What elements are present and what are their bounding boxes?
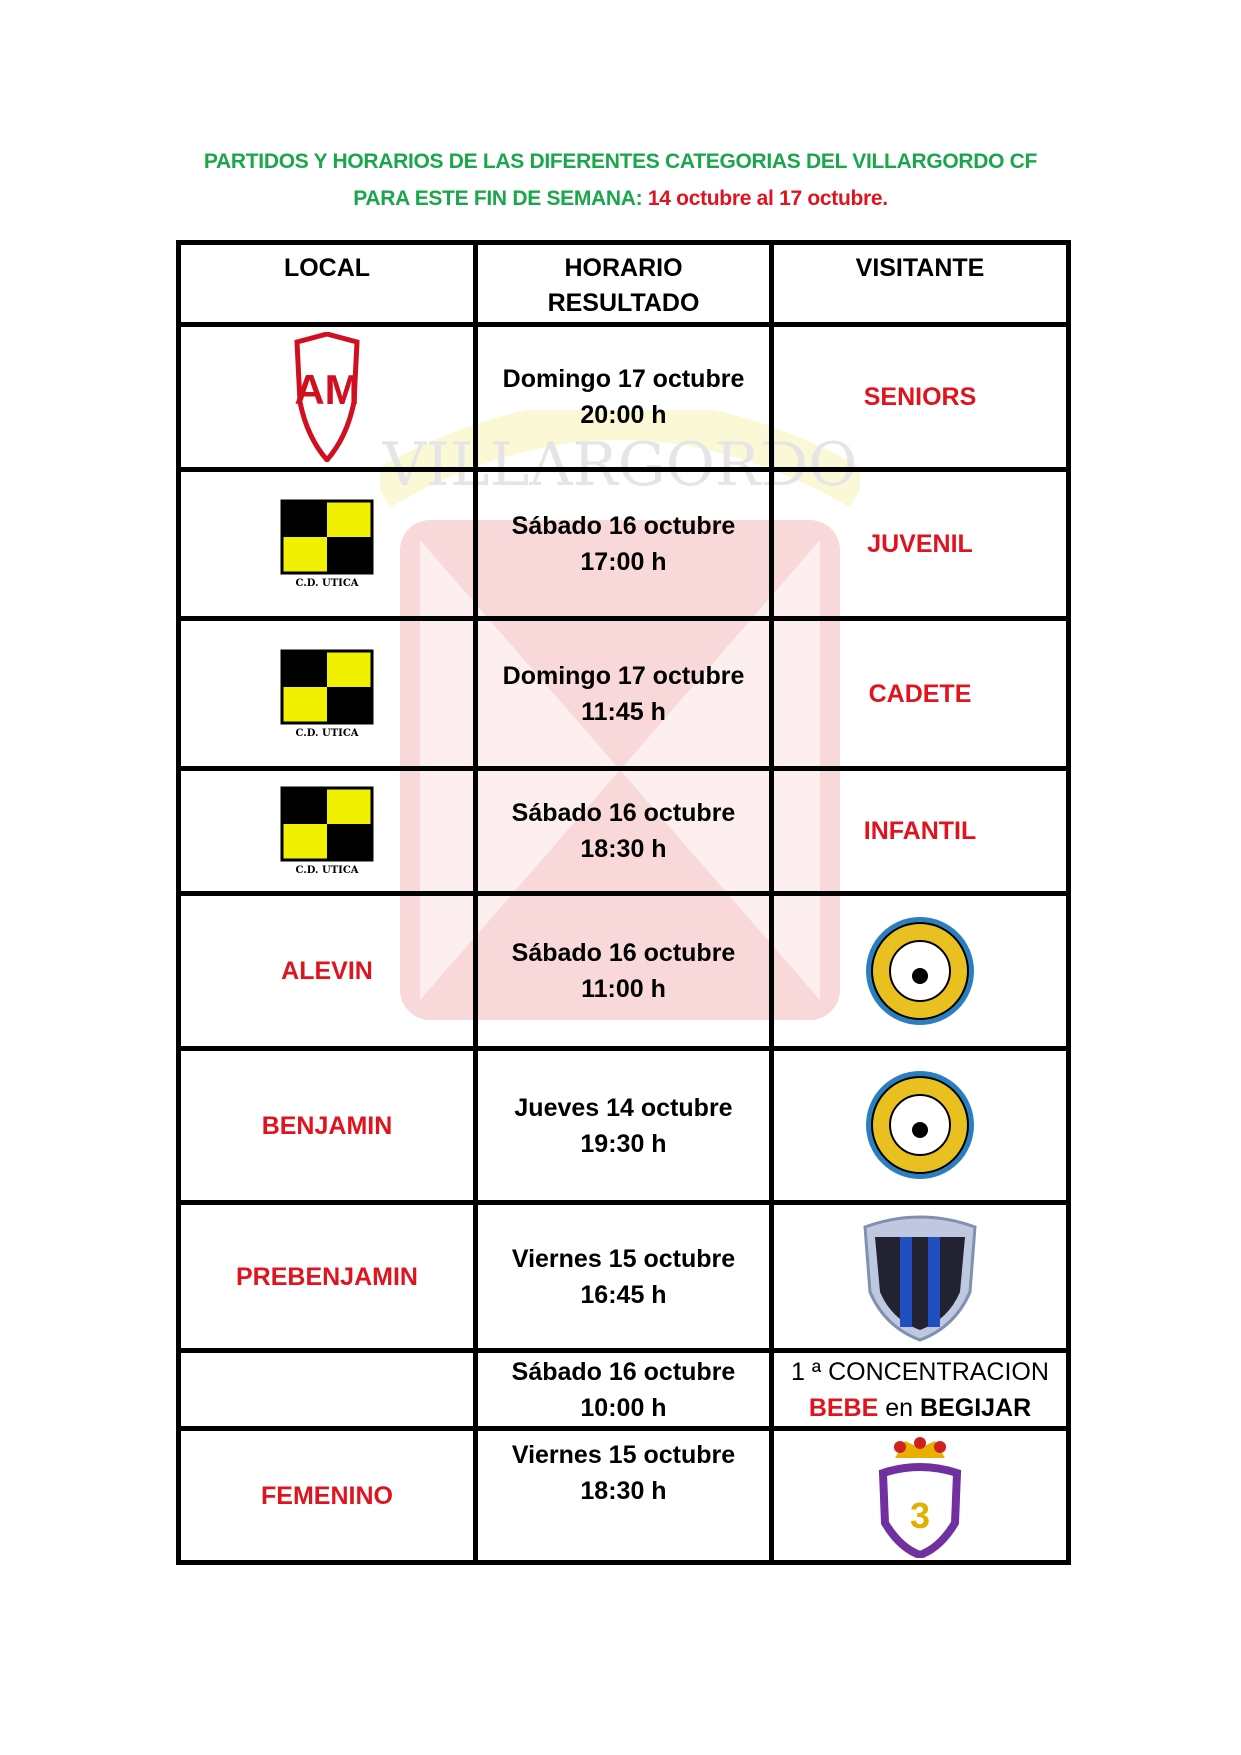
svg-text:C.D. UTICA: C.D. UTICA [295, 578, 359, 589]
table-row [179, 619, 1069, 769]
table-row [179, 894, 1069, 1049]
title-line-1: PARTIDOS Y HORARIOS DE LAS DIFERENTES CATEGORIAS DEL VILLARGORDO CF [203, 150, 1038, 173]
table-row [179, 1203, 1069, 1351]
table-row [179, 1429, 1069, 1563]
visitante-category: CADETE [772, 619, 1069, 769]
visitante-concentracion: 1 ª CONCENTRACION BEBE en BEGIJAR [772, 1351, 1069, 1429]
table-row [179, 769, 1069, 894]
visitante-category: JUVENIL [772, 470, 1069, 619]
visitante-logo-entrecaminos [772, 1049, 1069, 1203]
title-line-2 [0, 187, 1241, 211]
san-felipe-crest-icon [860, 1212, 980, 1342]
visitante-category: INFANTIL [772, 769, 1069, 894]
schedule-cell: Sábado 16 octubre 10:00 h [476, 1351, 772, 1429]
schedule-cell: Sábado 16 octubre 11:00 h [476, 894, 772, 1049]
local-logo-utica [179, 769, 476, 894]
visitante-logo-real-jaen [772, 1429, 1069, 1563]
table-row [179, 1351, 1069, 1429]
table-row [179, 470, 1069, 619]
real-jaen-crest-icon [875, 1433, 965, 1558]
utica-crest-icon [277, 649, 377, 739]
utica-crest-icon [277, 499, 377, 589]
utica-crest-icon [277, 786, 377, 876]
visitante-logo-entrecaminos [772, 894, 1069, 1049]
col-visitante: VISITANTE [772, 243, 1069, 325]
entrecaminos-crest-icon [863, 914, 978, 1029]
visitante-category: SENIORS [772, 325, 1069, 470]
schedule-cell: Sábado 16 octubre 17:00 h [476, 470, 772, 619]
local-category: FEMENINO [179, 1429, 476, 1563]
local-empty [179, 1351, 476, 1429]
schedule-cell: Viernes 15 octubre 18:30 h [476, 1429, 772, 1563]
schedule-cell: Viernes 15 octubre 16:45 h [476, 1203, 772, 1351]
table-row [179, 1049, 1069, 1203]
schedule-table [176, 240, 1071, 1565]
title-dates: 14 octubre al 17 octubre. [647, 187, 888, 210]
visitante-logo-san-felipe [772, 1203, 1069, 1351]
schedule-cell: Domingo 17 octubre 20:00 h [476, 325, 772, 470]
entrecaminos-crest-icon [863, 1068, 978, 1183]
svg-text:C.D. UTICA: C.D. UTICA [295, 865, 359, 876]
svg-text:C.D. UTICA: C.D. UTICA [295, 727, 359, 739]
local-category: ALEVIN [179, 894, 476, 1049]
svg-text:AM: AM [294, 366, 360, 413]
header-row [179, 243, 1069, 325]
title-prefix: PARA ESTE FIN DE SEMANA: [353, 187, 643, 210]
local-category: PREBENJAMIN [179, 1203, 476, 1351]
schedule-cell: Sábado 16 octubre 18:30 h [476, 769, 772, 894]
local-logo-utica [179, 470, 476, 619]
crest-icon [292, 332, 362, 462]
schedule-cell: Domingo 17 octubre 11:45 h [476, 619, 772, 769]
svg-text:3: 3 [909, 1495, 931, 1536]
watermark-text: VILLARGORDO [382, 430, 858, 500]
local-category: BENJAMIN [179, 1049, 476, 1203]
col-local: LOCAL [179, 243, 476, 325]
col-horario: HORARIO RESULTADO [476, 243, 772, 325]
schedule-cell: Jueves 14 octubre 19:30 h [476, 1049, 772, 1203]
local-logo-utica [179, 619, 476, 769]
local-logo-mancha-real [179, 325, 476, 470]
table-row [179, 325, 1069, 470]
